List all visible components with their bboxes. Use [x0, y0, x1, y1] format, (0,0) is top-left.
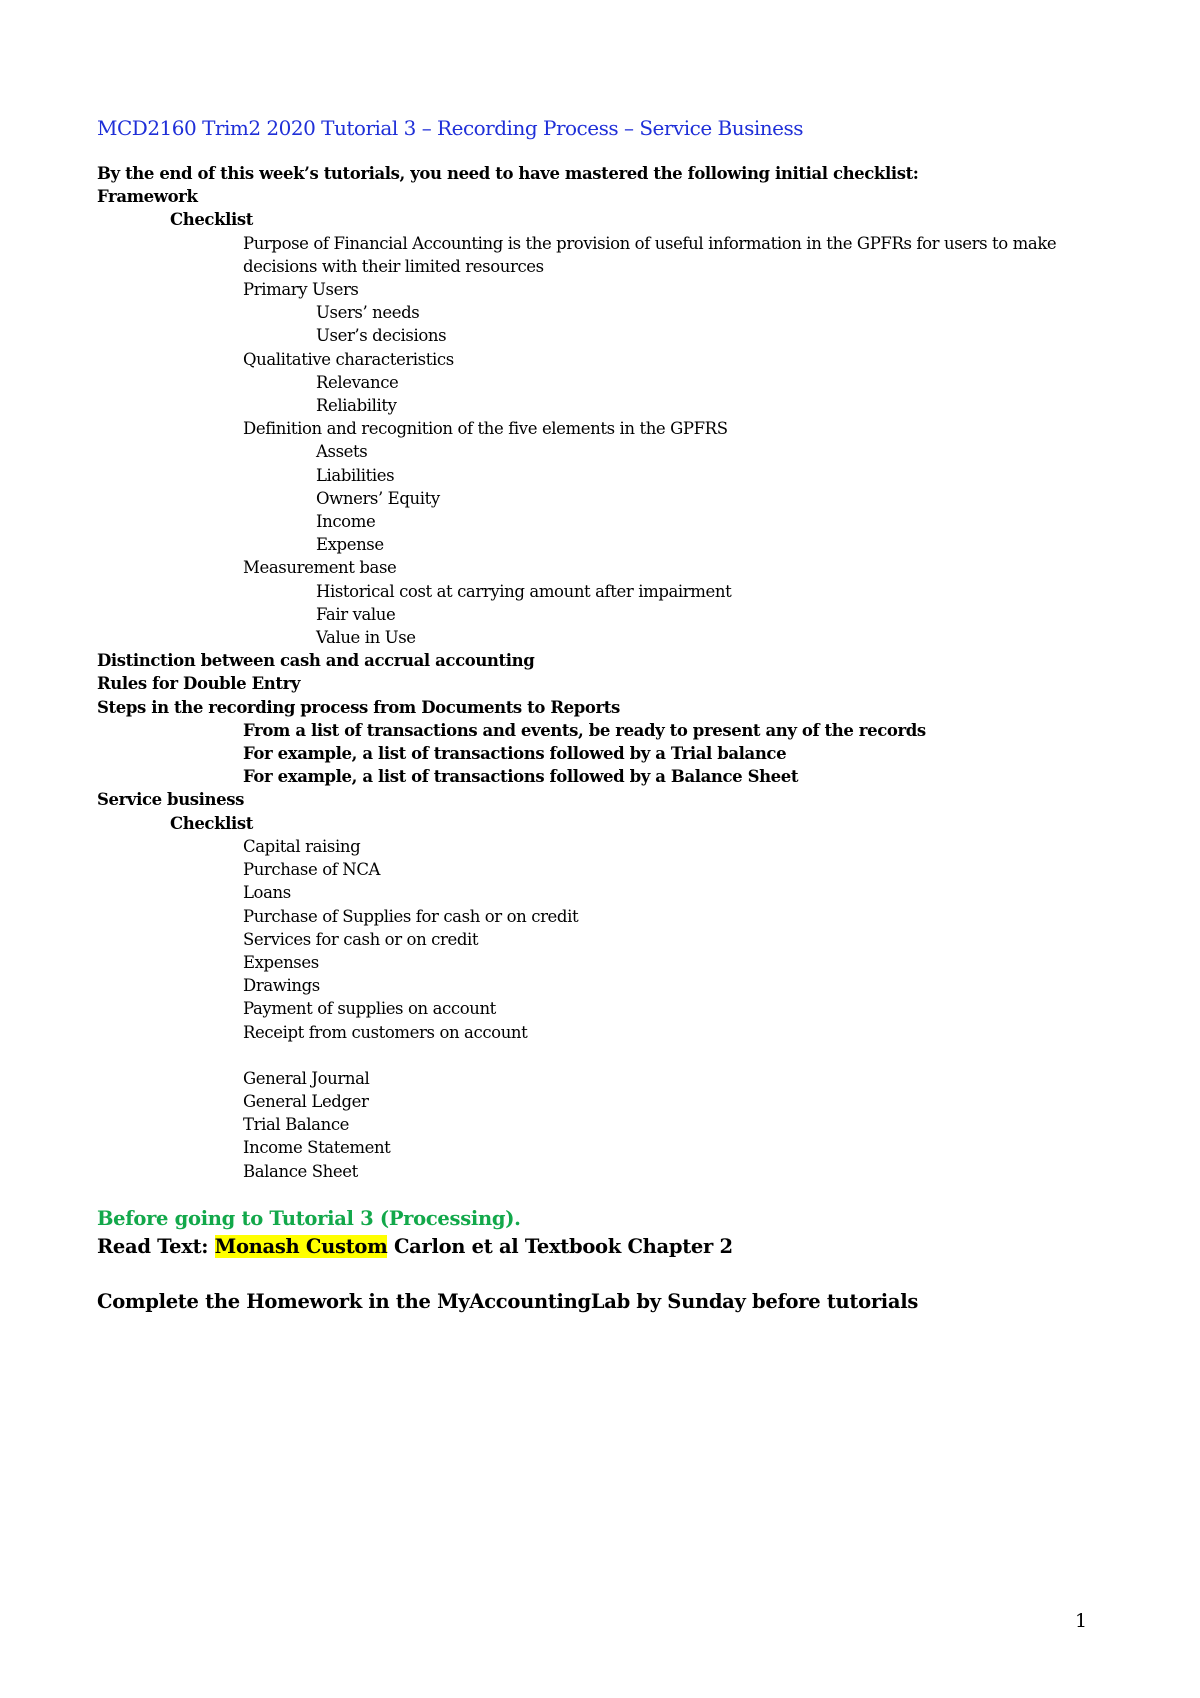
steps-heading: Steps in the recording process from Documents to Reports [97, 697, 620, 717]
list-item: Users’ needs [316, 303, 420, 323]
list-item: Income [316, 512, 376, 532]
list-item: User’s decisions [316, 326, 447, 346]
service-item: Purchase of NCA [243, 860, 381, 880]
highlighted-text: Monash Custom [214, 1234, 388, 1258]
record-item: General Ledger [243, 1091, 369, 1111]
list-item: Historical cost at carrying amount after impairment [316, 581, 732, 601]
service-item: Capital raising [243, 836, 361, 856]
spacer [97, 1044, 1097, 1067]
framework-checklist-label: Checklist [170, 210, 253, 230]
steps-item: From a list of transactions and events, be ready to present any of the records [243, 720, 926, 740]
rules-heading: Rules for Double Entry [97, 674, 301, 694]
service-item: Services for cash or on credit [243, 929, 479, 949]
list-item: Reliability [316, 396, 397, 416]
document-page [97, 116, 1097, 1316]
record-item: Balance Sheet [243, 1161, 358, 1181]
service-checklist-label: Checklist [170, 813, 253, 833]
list-item: Owners’ Equity [316, 488, 440, 508]
steps-item: For example, a list of transactions followed by a Balance Sheet [243, 767, 799, 787]
measurement-item: Measurement base [243, 558, 397, 578]
list-item: Fair value [316, 604, 396, 624]
steps-item: For example, a list of transactions followed by a Trial balance [243, 744, 787, 764]
record-item: Trial Balance [243, 1115, 350, 1135]
list-item: Liabilities [316, 465, 395, 485]
purpose-text: Purpose of Financial Accounting is the provision of useful information in the GPFRs for users to make decisions with their limited resources [243, 233, 1057, 276]
primary-users-item: Primary Users [243, 280, 359, 300]
service-item: Drawings [243, 976, 320, 996]
framework-heading: Framework [97, 187, 198, 207]
service-item: Loans [243, 883, 291, 903]
service-item: Receipt from customers on account [243, 1022, 528, 1042]
service-item: Expenses [243, 952, 319, 972]
read-text-line [97, 1233, 1097, 1261]
record-item: Income Statement [243, 1138, 391, 1158]
complete-homework-line: Complete the Homework in the MyAccountingLab by Sunday before tutorials [97, 1289, 919, 1313]
intro-text: By the end of this week’s tutorials, you need to have mastered the following initial checklist: [97, 164, 919, 183]
distinction-heading: Distinction between cash and accrual accounting [97, 651, 535, 671]
list-item: Relevance [316, 372, 399, 392]
list-item: Expense [316, 535, 384, 555]
before-tutorial-heading: Before going to Tutorial 3 (Processing). [97, 1206, 521, 1230]
page-number: 1 [1075, 1610, 1088, 1632]
service-item: Payment of supplies on account [243, 999, 496, 1019]
record-item: General Journal [243, 1068, 370, 1088]
definition-item: Definition and recognition of the five elements in the GPFRS [243, 419, 728, 439]
qualitative-item: Qualitative characteristics [243, 349, 454, 369]
read-suffix: Carlon et al Textbook Chapter 2 [387, 1234, 733, 1258]
service-item: Purchase of Supplies for cash or on credit [243, 906, 579, 926]
list-item: Assets [316, 442, 368, 462]
list-item: Value in Use [316, 628, 416, 648]
service-heading: Service business [97, 790, 245, 810]
read-prefix: Read Text: [97, 1234, 215, 1258]
document-title: MCD2160 Trim2 2020 Tutorial 3 – Recording Process – Service Business [97, 116, 803, 140]
